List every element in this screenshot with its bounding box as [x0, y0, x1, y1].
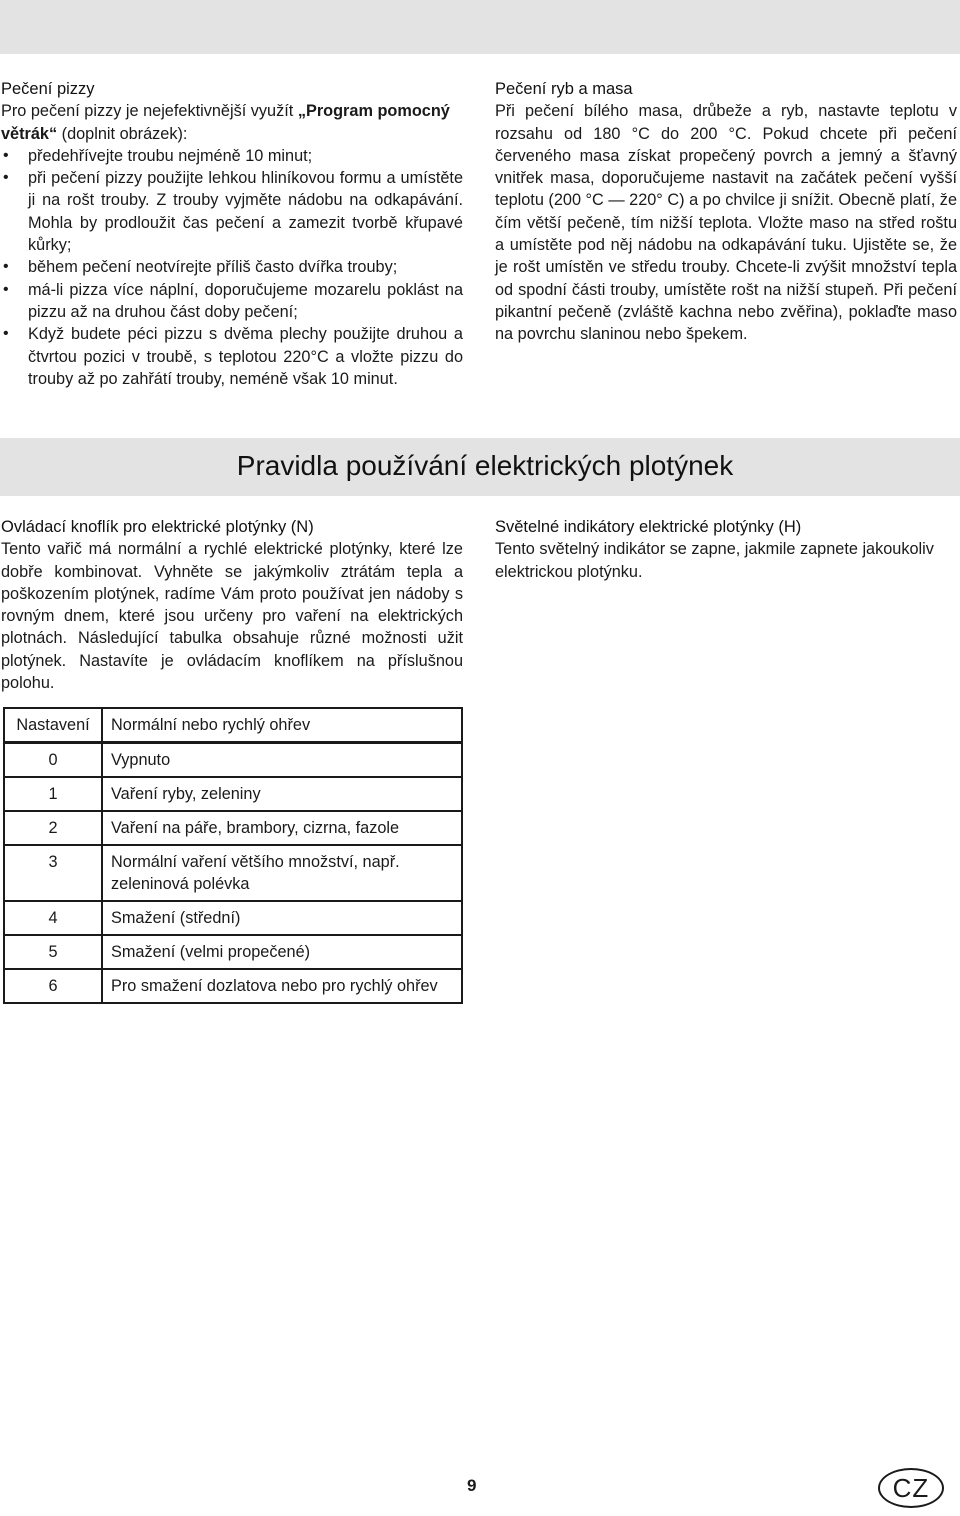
pizza-intro: [1, 100, 463, 145]
description-cell: Vaření ryby, zeleniny: [102, 777, 462, 811]
setting-cell: 5: [4, 935, 102, 969]
pizza-bullet-list: [1, 145, 463, 390]
description-cell: Vypnuto: [102, 743, 462, 778]
list-item: • předehřívejte troubu nejméně 10 minut;: [1, 145, 463, 167]
description-cell: Smažení (velmi propečené): [102, 935, 462, 969]
page-number: 9: [467, 1476, 477, 1495]
table-row: [4, 777, 462, 811]
pizza-program-name: „Program pomocný větrák“: [1, 102, 450, 143]
description-cell: Pro smažení dozlatova nebo pro rychlý ohřev: [102, 969, 462, 1003]
table-row: [4, 969, 462, 1003]
settings-table: [3, 707, 463, 1004]
header-band: [0, 0, 960, 54]
list-item: • Když budete péci pizzu s dvěma plechy použijte druhou a čtvrtou pozici v troubě, s teplotou 220°C a vložte pizzu do trouby až po zahřátí trouby, neméně však 10 minut.: [1, 323, 463, 390]
description-cell: Vaření na páře, brambory, cizrna, fazole: [102, 811, 462, 845]
country-code-badge: [878, 1468, 944, 1508]
table-row: [4, 811, 462, 845]
indicator-heading: Světelné indikátory elektrické plotýnky (H): [495, 518, 802, 536]
indicator-text: Tento světelný indikátor se zapne, jakmile zapnete jakoukoliv elektrickou plotýnku.: [495, 540, 934, 581]
setting-cell: 3: [4, 845, 102, 901]
fish-meat-text: Při pečení bílého masa, drůbeže a ryb, nastavte teplotu v rozsahu od 180 °C do 200 °C. Pokud chcete při pečení červeného masa získat propečený povrch a jemný a šťavný vnitřek masa, doporučujeme nastavit na začátek pečení vyšší teplotu (200 °C — 220° C) a po chvilce ji snížit. Obecně platí, že čím větší pečeně, tím nižší teplota. Vložte maso na střed roštu a umístěte pod něj nádobu na odkapávání tuku. Ujistěte se, že je rošt umístěn ve středu trouby. Chcete-li zvýšit množství tepla od spodní části trouby, umístěte rošt na nižší stupeň. Při pečení pikantní pečeně (zvláště kachna nebo zvěřina), poklaďte maso na povrchu slaninou nebo špekem.: [495, 102, 957, 344]
setting-cell: 1: [4, 777, 102, 811]
table-row: [4, 901, 462, 935]
list-item: • má-li pizza více náplní, doporučujeme mozarelu poklást na pizzu až na druhou část doby pečení;: [1, 279, 463, 324]
list-item: • během pečení neotvírejte příliš často dvířka trouby;: [1, 256, 463, 278]
pizza-heading: Pečení pizzy: [1, 80, 95, 98]
knob-text: Tento vařič má normální a rychlé elektrické plotýnky, které lze dobře kombinovat. Vyhněte se jakýmkoliv ztrátám tepla a poškozením plotýnek, radíme Vám proto používat jen nádoby s rovným dnem, které jsou určeny pro vaření na elektrických plotnách. Následující tabulka obsahuje různé možnosti užit plotýnek. Nastavíte je ovládacím knoflíkem na příslušnou polohu.: [1, 540, 463, 693]
setting-cell: 4: [4, 901, 102, 935]
table-row: [4, 845, 462, 901]
country-code: CZ: [892, 1472, 930, 1503]
knob-heading: Ovládací knoflík pro elektrické plotýnky (N): [1, 518, 314, 536]
table-row: [4, 743, 462, 778]
setting-cell: 2: [4, 811, 102, 845]
column-header-description: Normální nebo rychlý ohřev: [102, 708, 462, 743]
description-cell: Normální vaření většího množství, např. zeleninová polévka: [102, 845, 462, 901]
description-cell: Smažení (střední): [102, 901, 462, 935]
pizza-intro-suffix: (doplnit obrázek):: [57, 124, 188, 143]
section-title: Pravidla používání elektrických plotýnek: [236, 450, 734, 481]
fish-meat-heading: Pečení ryb a masa: [495, 80, 633, 98]
knob-section: [1, 516, 463, 694]
indicator-section: [495, 516, 957, 583]
column-header-setting: Nastavení: [4, 708, 102, 743]
pizza-intro-text: Pro pečení pizzy je nejefektivnější využít: [1, 102, 298, 121]
setting-cell: 6: [4, 969, 102, 1003]
table-header-row: [4, 708, 462, 743]
table-row: [4, 935, 462, 969]
fish-meat-section: [495, 78, 957, 346]
list-item: • při pečení pizzy použijte lehkou hliníkovou formu a umístěte ji na rošt trouby. Z trouby vyjměte nádobu na odkapávání. Mohla by prodloužit čas pečení a zamezit tvorbě křupavé kůrky;: [1, 167, 463, 256]
section-title-band: [0, 438, 960, 496]
pizza-section: [1, 78, 463, 390]
setting-cell: 0: [4, 743, 102, 778]
